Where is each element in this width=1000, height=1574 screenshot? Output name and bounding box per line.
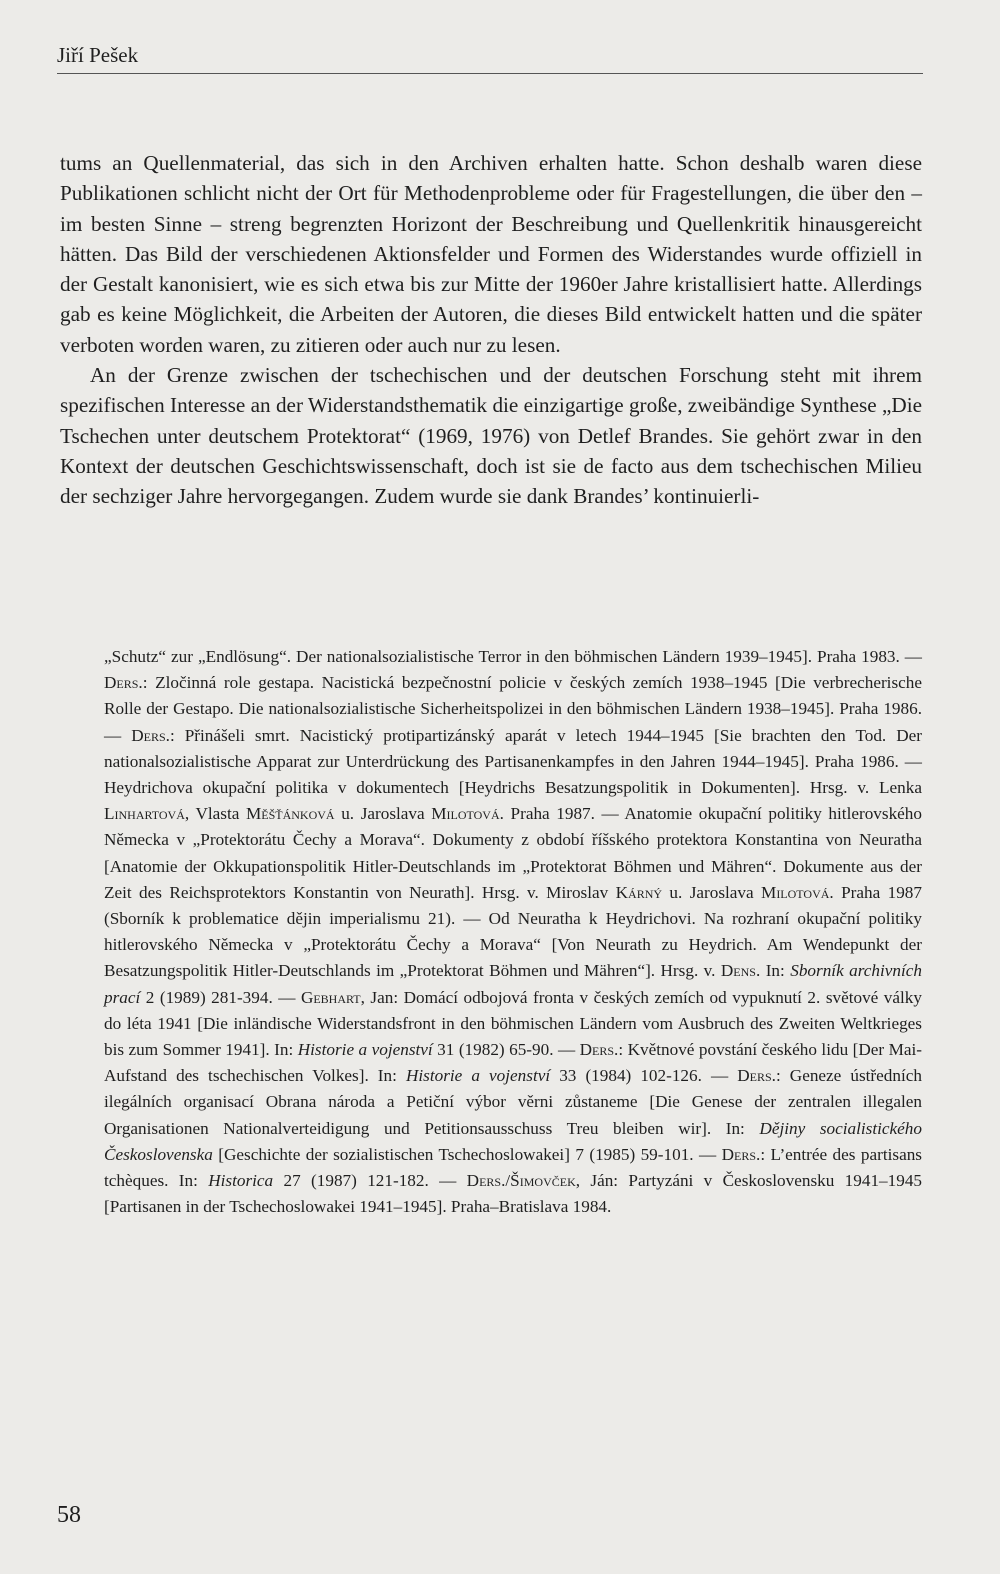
footnote-segment: : L’entrée des partisans tchèques. In: (104, 1144, 922, 1191)
main-text (60, 148, 922, 512)
footnote-segment: . In: (755, 961, 791, 981)
footnote-segment: „Schutz“ zur „Endlösung“. Der nationalsozialistische Terror in den böhmischen Ländern 1939–1945]. Praha 1983. — (104, 647, 922, 666)
journal-title: Historie a vojenství (297, 1040, 433, 1060)
footnote-segment: 27 (1987) 121-182. — (273, 1171, 467, 1191)
footnote-segment: , Ján: Partyzáni v Československu 1941–1945 [Partisanen in der Tschechoslowakei 1941–1945]. Praha–Bratislava 1984. (104, 1171, 923, 1217)
footnote-segment: 33 (1984) 102-126. — (550, 1066, 738, 1086)
author-name: Ders. (131, 725, 170, 745)
journal-title: Dějiny socialistického Československa (104, 1118, 922, 1164)
author-name: Měšťánková (245, 804, 335, 824)
author-name: Šimovček (510, 1171, 576, 1191)
author-name: Ders. (466, 1171, 506, 1191)
author-name: Linhartová (104, 804, 185, 824)
author-name: Dens (720, 961, 756, 981)
footnote-segment: : Květnové povstání českého lidu [Der Mai-Aufstand des tschechischen Volkes]. In: (104, 1040, 922, 1086)
journal-title: Sborník archivních prací (104, 961, 922, 1007)
body-paragraph: An der Grenze zwischen der tschechischen und der deutschen Forschung steht mit ihrem spezifischen Interesse an der Widerstandsthematik die einzigartige große, zweibändige Synthese „Die Tschechen unter deutschem Protektorat“ (1969, 1976) von Detlef Brandes. Sie gehört zwar in den Kontext der deutschen Geschichtswissenschaft, doch ist sie de facto aus dem tschechischen Milieu der sechziger Jahre hervorgegangen. Zudem wurde sie dank Brandes’ kontinuierli- (60, 363, 922, 509)
footnote-segment: 31 (1982) 65-90. — (432, 1040, 580, 1060)
journal-title: Historie a vojenství (405, 1066, 551, 1086)
footnote (104, 644, 922, 1220)
journal-title: Historica (208, 1171, 274, 1191)
page-number: 58 (57, 1502, 81, 1528)
author-name: Ders. (737, 1066, 776, 1086)
footnote-segment: . Praha 1987. — Anatomie okupační politiky hitlerovského Německa v „Protektorátu Čechy a Morava“. Dokumenty z období říšského protektora Konstantina von Neuratha [Anatomie der Okkupationspolitik Hitler-Deutschlands im „Protektorat Böhmen und Mähren“. Dokumente aus der Zeit des Reichsprotektors Konstantin von Neurath]. Hrsg. v. Miroslav (104, 804, 922, 902)
author-name: Ders. (721, 1144, 761, 1164)
author-name: Milotová (761, 882, 830, 902)
footnote-segment: [Geschichte der sozialistischen Tschechoslowakei] 7 (1985) 59-101. — (212, 1144, 722, 1164)
author-name: Gebhart (300, 987, 361, 1007)
footnote-segment: / (505, 1171, 511, 1191)
author-name: Ders. (579, 1040, 619, 1060)
footnote-segment: : Geneze ústředních ilegálních organisací Obrana národa a Petiční výbor věrni zůstaneme [Die Genese der zentralen illegalen Organisationen Nationalverteidigung und Petitionsausschuss Treu bleiben wir]. In: (104, 1066, 922, 1138)
footnote-segment: u. Jaroslava (334, 804, 432, 824)
footnote-segment: . Praha 1987 (Sborník k problematice dějin imperialismu 21). — Od Neuratha k Heydrichovi. Na rozhraní okupační politiky hitlerovského Německa v „Protektorátu Čechy a Morava“ [Von Neurath zu Heydrich. Am Wendepunkt der Besatzungspolitik Hitler-Deutschlands im „Protektorat Böhmen und Mähren“]. Hrsg. v. (104, 882, 922, 981)
footnote-segment: , Jan: Domácí odbojová fronta v českých zemích od vypuknutí 2. světové války do léta 1941 [Die inländische Widerstandsfront in den böhmischen Ländern vom Ausbruch des Zweiten Weltkrieges bis zum Sommer 1941]. In: (104, 987, 922, 1060)
author-name: Ders. (104, 673, 143, 693)
footnote-segment: : Zločinná role gestapa. Nacistická bezpečnostní policie v českých zemích 1938–1945 [Die verbrecherische Rolle der Gestapo. Die nationalsozialistische Sicherheitspolizei in den böhmischen Ländern 1938–1945]. Praha 1986. — (104, 673, 922, 745)
footnote-text (104, 644, 922, 1220)
footnote-segment: u. Jaroslava (662, 882, 762, 902)
footnote-segment: , Vlasta (184, 804, 246, 824)
body-paragraph: tums an Quellenmaterial, das sich in den Archiven erhalten hatte. Schon deshalb waren diese Publikationen schlicht nicht der Ort für Methodenprobleme oder für Fragestellungen, die über den – im besten Sinne – streng begrenzten Horizont der Beschreibung und Quellenkritik hinausgereicht hätten. Das Bild der verschiedenen Aktionsfelder und Formen des Widerstandes wurde offiziell in der Gestalt kanonisiert, wie es sich etwa bis zur Mitte der 1960er Jahre kristallisiert hatte. Allerdings gab es keine Möglichkeit, die Arbeiten der Autoren, die dieses Bild entwickelt hatten und die später verboten worden waren, zu zitieren oder auch nur zu lesen. (60, 151, 922, 357)
running-head-author: Jiří Pešek (57, 42, 923, 74)
footnote-segment: : Přinášeli smrt. Nacistický protipartizánský aparát v letech 1944–1945 [Sie brachten den Tod. Der nationalsozialistische Apparat zur Unterdrückung des Partisanenkampfes in den Jahren 1944–1945]. Praha 1986. — Heydrichova okupační politika v dokumentech [Heydrichs Besatzungspolitik in Dokumenten]. Hrsg. v. Lenka (104, 725, 923, 798)
footnote-segment: 2 (1989) 281-394. — (140, 987, 301, 1007)
author-name: Milotová (431, 804, 500, 824)
author-name: Kárný (615, 882, 663, 902)
